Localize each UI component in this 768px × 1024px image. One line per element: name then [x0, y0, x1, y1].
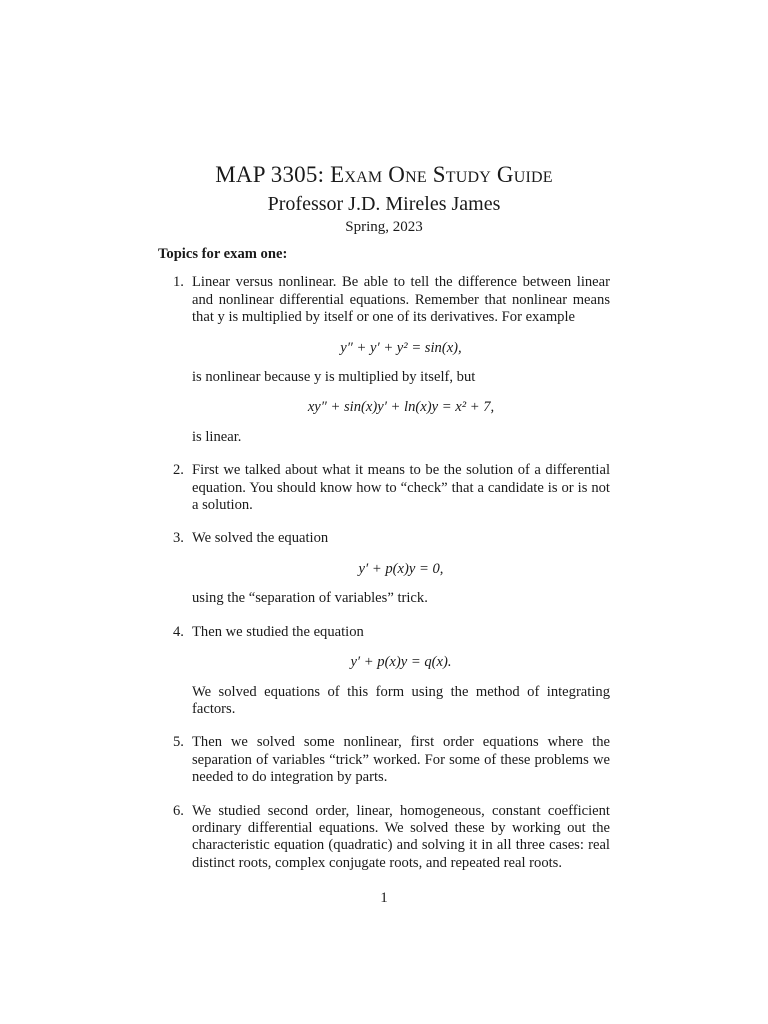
item-number: 2. — [173, 462, 184, 479]
item-text: Then we solved some nonlinear, first order equations where the separation of variables “trick” worked. For some of these problems we needed to do integration by parts. — [192, 734, 610, 786]
item-number: 1. — [173, 274, 184, 291]
title-block — [0, 160, 768, 236]
list-item — [158, 624, 610, 719]
page-number: 1 — [380, 890, 388, 906]
item-text: using the “separation of variables” trick. — [192, 590, 428, 607]
list-item — [158, 462, 610, 514]
list-item — [158, 530, 610, 607]
equation: y′ + p(x)y = q(x). — [350, 654, 452, 671]
list-item — [158, 274, 610, 446]
term-date: Spring, 2023 — [345, 219, 423, 235]
item-text: Then we studied the equation — [192, 623, 364, 640]
topics-list — [158, 274, 610, 872]
item-number: 4. — [173, 623, 184, 640]
list-item — [158, 803, 610, 873]
equation: y″ + y′ + y² = sin(x), — [340, 339, 462, 356]
item-text: First we talked about what it means to be the solution of a differential equation. You should know how to “check” that a candidate is or is not a solution. — [192, 462, 610, 514]
title-prefix: MAP 3305: — [215, 162, 331, 187]
section-heading: Topics for exam one: — [158, 246, 288, 262]
item-text: We solved equations of this form using the method of integrating factors. — [192, 683, 610, 717]
item-number: 6. — [173, 802, 184, 819]
list-item — [158, 734, 610, 786]
content-body — [158, 246, 610, 888]
equation: y′ + p(x)y = 0, — [358, 560, 444, 577]
item-text: We solved the equation — [192, 530, 329, 547]
title-main: Exam One Study Guide — [330, 162, 553, 187]
item-text: Linear versus nonlinear. Be able to tell the difference between linear and nonlinear differential equations. Remember that nonlinear means that y is multiplied by itself or one of its derivatives. For example — [192, 274, 610, 326]
item-number: 5. — [173, 734, 184, 751]
item-text: is nonlinear because y is multiplied by itself, but — [192, 369, 476, 386]
page-title — [0, 160, 768, 190]
item-text: is linear. — [192, 428, 242, 445]
item-number: 3. — [173, 530, 184, 547]
author-name: Professor J.D. Mireles James — [267, 193, 501, 215]
item-text: We studied second order, linear, homogeneous, constant coefficient ordinary differential equations. We solved these by working out the characteristic equation (quadratic) and solving it in all three cases: real distinct roots, complex conjugate roots, and repeated real roots. — [192, 802, 610, 871]
equation: xy″ + sin(x)y′ + ln(x)y = x² + 7, — [307, 399, 495, 416]
